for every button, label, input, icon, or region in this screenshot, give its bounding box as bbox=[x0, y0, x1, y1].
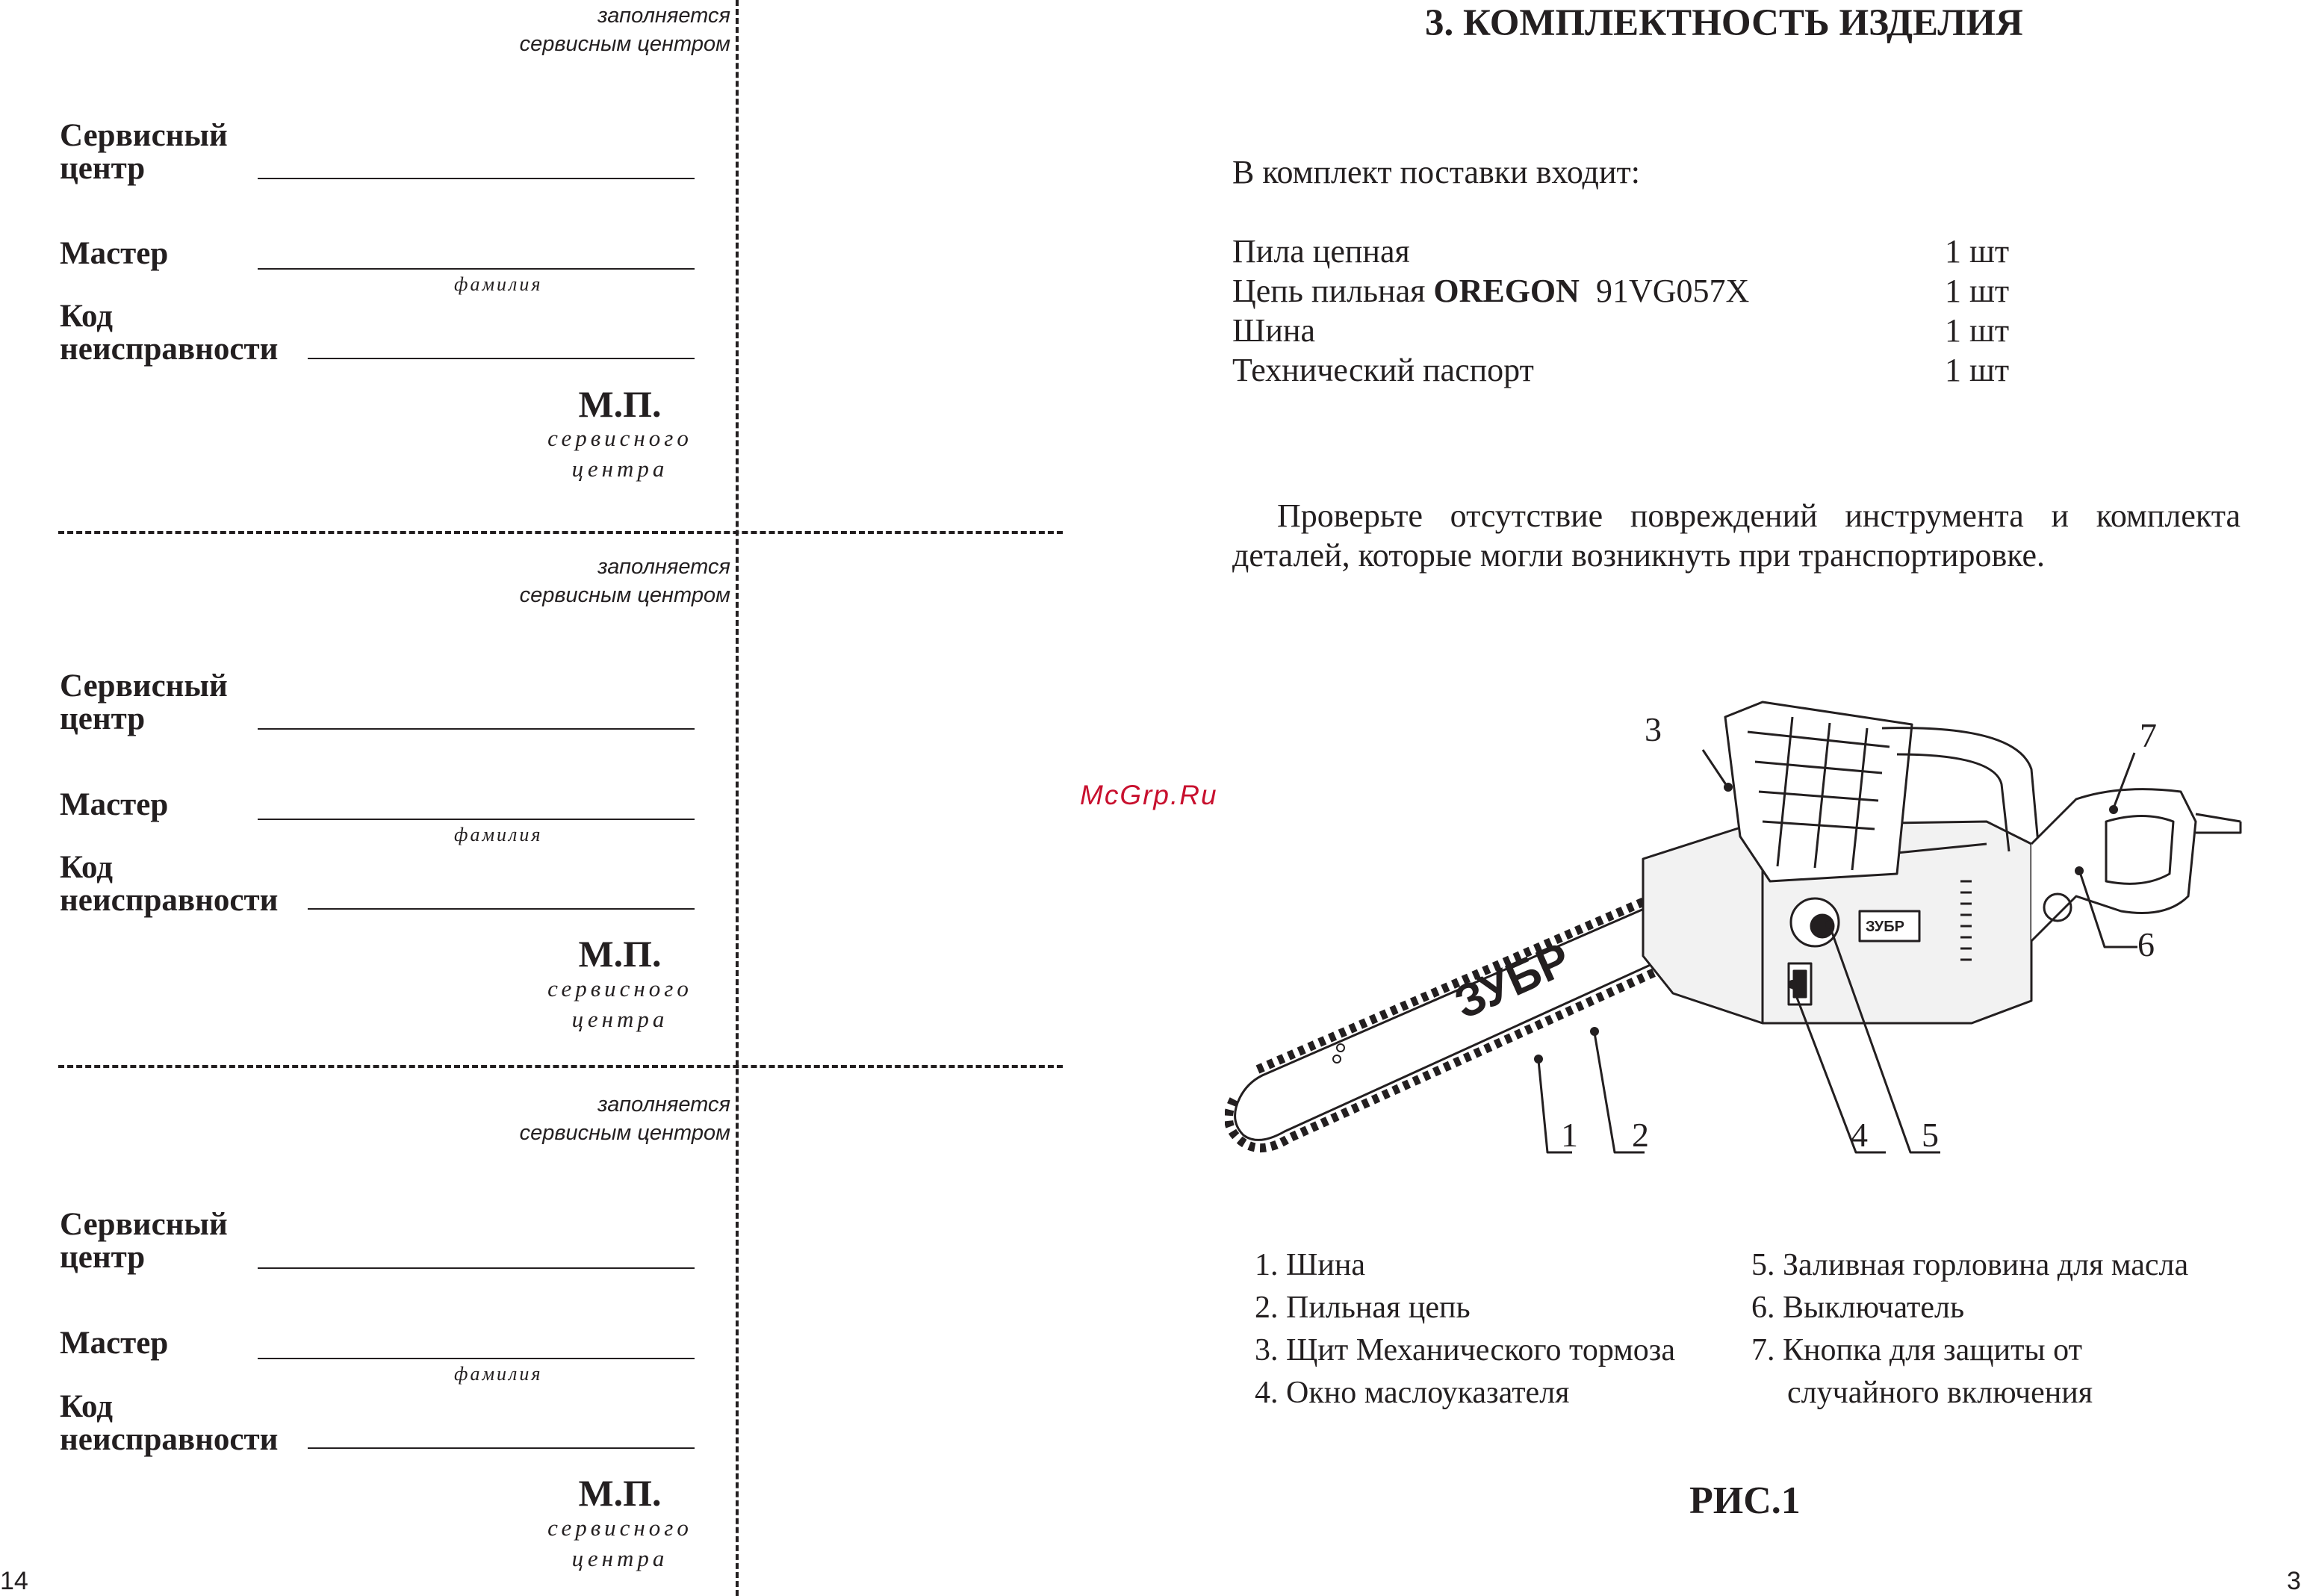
legend-item: 2. Пильная цепь bbox=[1255, 1291, 1471, 1325]
stamp-caption: сервисного центра bbox=[547, 1515, 692, 1571]
item-name: Технический паспорт bbox=[1232, 352, 1534, 388]
bar-brand-logo: ЗУБР bbox=[1447, 933, 1578, 1029]
legend-item: 6. Выключатель bbox=[1751, 1291, 1965, 1325]
cut-line-vertical bbox=[736, 0, 739, 1596]
master-label: Мастер bbox=[60, 1326, 169, 1361]
service-center-field[interactable] bbox=[258, 178, 695, 179]
page-number-left: 14 bbox=[0, 1567, 28, 1595]
figure-caption: РИС.1 bbox=[1689, 1479, 1801, 1522]
master-field[interactable] bbox=[258, 268, 695, 270]
stamp-title: М.П. bbox=[578, 933, 662, 975]
legend-item: случайного включения bbox=[1787, 1376, 2093, 1410]
cut-line-horizontal-1 bbox=[58, 531, 1063, 534]
legend-item: 3. Щит Механического тормоза bbox=[1255, 1333, 1676, 1367]
callout-7: 7 bbox=[2140, 716, 2157, 754]
item-name: Пила цепная bbox=[1232, 233, 1410, 270]
cut-line-horizontal-2 bbox=[58, 1065, 1063, 1068]
fault-code-field[interactable] bbox=[308, 908, 695, 910]
master-label: Мастер bbox=[60, 787, 169, 822]
surname-caption: фамилия bbox=[454, 273, 543, 295]
item-qty: 1 шт bbox=[1945, 312, 2010, 349]
fault-code-label: Код неисправности bbox=[60, 299, 279, 367]
brand-oregon: OREGON bbox=[1433, 273, 1580, 309]
surname-caption: фамилия bbox=[454, 824, 543, 845]
service-center-label: Сервисный центр bbox=[60, 118, 228, 186]
legend-item: 4. Окно маслоуказателя bbox=[1255, 1376, 1570, 1410]
filled-by-note: заполняется сервисным центром bbox=[519, 1093, 730, 1145]
item-name: Цепь пильная OREGON 91VG057X bbox=[1232, 273, 1750, 309]
package-intro: В комплект поставки входит: bbox=[1232, 154, 1640, 190]
item-name: Шина bbox=[1232, 312, 1316, 349]
item-qty: 1 шт bbox=[1945, 352, 2010, 388]
service-center-label: Сервисный центр bbox=[60, 1207, 228, 1275]
item-qty: 1 шт bbox=[1945, 233, 2010, 270]
master-label: Мастер bbox=[60, 236, 169, 271]
fault-code-label: Код неисправности bbox=[60, 850, 279, 918]
callout-4: 4 bbox=[1851, 1116, 1868, 1154]
callout-2: 2 bbox=[1632, 1116, 1649, 1154]
callout-6: 6 bbox=[2137, 925, 2155, 963]
legend-right bbox=[1751, 1244, 2188, 1415]
service-center-field[interactable] bbox=[258, 1267, 695, 1269]
callout-3: 3 bbox=[1645, 710, 1662, 748]
watermark: McGrp.Ru bbox=[1080, 780, 1218, 810]
body-brand-logo: ЗУБР bbox=[1866, 919, 1904, 935]
legend-item: 1. Шина bbox=[1255, 1248, 1365, 1282]
master-field[interactable] bbox=[258, 819, 695, 820]
stamp-title: М.П. bbox=[578, 383, 662, 425]
legend-item: 7. Кнопка для защиты от bbox=[1751, 1333, 2082, 1367]
damage-check-paragraph: Проверьте отсутствие повреждений инструмента и комплекта деталей, которые могли возникнуть при транспортировке. bbox=[1232, 497, 2241, 574]
surname-caption: фамилия bbox=[454, 1363, 543, 1385]
stamp-title: М.П. bbox=[578, 1472, 662, 1514]
stamp-caption: сервисного центра bbox=[547, 425, 692, 482]
stamp-caption: сервисного центра bbox=[547, 975, 692, 1032]
service-center-label: Сервисный центр bbox=[60, 668, 228, 736]
callout-1: 1 bbox=[1561, 1116, 1578, 1154]
master-field[interactable] bbox=[258, 1358, 695, 1359]
item-qty: 1 шт bbox=[1945, 273, 2010, 309]
callout-5: 5 bbox=[1922, 1116, 1939, 1154]
legend-item: 5. Заливная горловина для масла bbox=[1751, 1248, 2189, 1282]
legend-left bbox=[1255, 1244, 1675, 1415]
fault-code-field[interactable] bbox=[308, 358, 695, 359]
page-number-right: 3 bbox=[2287, 1567, 2301, 1595]
fault-code-label: Код неисправности bbox=[60, 1389, 279, 1457]
service-center-field[interactable] bbox=[258, 728, 695, 730]
chainsaw-figure bbox=[1225, 672, 2255, 1180]
filled-by-note: заполняется сервисным центром bbox=[519, 555, 730, 607]
fault-code-field[interactable] bbox=[308, 1447, 695, 1449]
section-heading: 3. КОМПЛЕКТНОСТЬ ИЗДЕЛИЯ bbox=[1425, 2, 2023, 44]
filled-by-note: заполняется сервисным центром bbox=[519, 4, 730, 56]
